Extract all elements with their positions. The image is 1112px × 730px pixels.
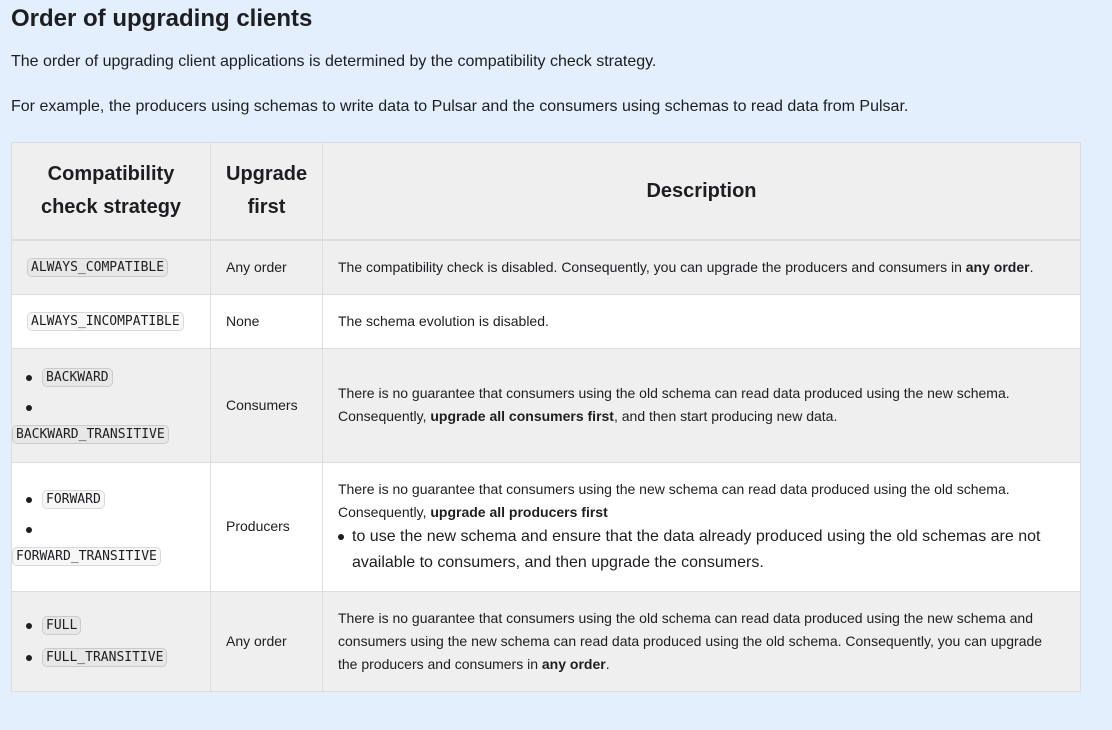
description-cell [323, 240, 1081, 294]
strategy-cell [12, 294, 211, 348]
table-row [12, 240, 1081, 294]
strategy-code: BACKWARD_TRANSITIVE [12, 425, 169, 444]
strategy-code: FULL_TRANSITIVE [42, 648, 167, 667]
description-text: The compatibility check is disabled. Consequently, you can upgrade the producers and consumers in [338, 258, 966, 275]
description-cell [323, 591, 1081, 691]
strategy-cell [12, 240, 211, 294]
description-cell [323, 348, 1081, 462]
description-bold: any order [965, 258, 1030, 275]
table-row [12, 294, 1081, 348]
header-upgrade-first: Upgrade first [211, 143, 323, 241]
strategy-code: FULL [42, 616, 81, 635]
list-item [26, 483, 195, 515]
strategy-list [26, 483, 195, 541]
description-text: There is no guarantee that consumers using the old schema can read data produced using the new schema and consumers using the new schema can read data produced using the old schema. Consequently, you can upgrade the producers and consumers in [338, 609, 1043, 672]
list-item [26, 609, 195, 641]
description-bold: any order [541, 655, 606, 672]
table-row [12, 591, 1081, 691]
example-paragraph: For example, the producers using schemas to write data to Pulsar and the consumers using schemas to read data from Pulsar. [11, 98, 909, 115]
table-row [12, 348, 1081, 462]
list-item [26, 393, 195, 419]
description-end: . [605, 655, 610, 672]
strategy-code: ALWAYS_INCOMPATIBLE [27, 312, 184, 331]
list-item [26, 515, 195, 541]
header-strategy: Compatibility check strategy [12, 143, 211, 241]
description-end: , and then start producing new data. [613, 408, 838, 424]
strategy-cell [12, 348, 211, 462]
page-heading: Order of upgrading clients [11, 5, 313, 32]
intro-paragraph: The order of upgrading client applications is determined by the compatibility check strategy. [11, 53, 657, 70]
list-item [26, 361, 195, 393]
strategy-code: FORWARD [42, 490, 105, 509]
strategy-code: FORWARD_TRANSITIVE [12, 547, 161, 566]
upgrade-first-cell: Producers [211, 462, 323, 591]
description-text: There is no guarantee that consumers using the new schema can read data produced using the old schema. Consequently, [338, 480, 1010, 520]
table-header-row [12, 143, 1081, 241]
description-text: There is no guarantee that consumers using the old schema can read data produced using the new schema. Consequently, [338, 385, 1010, 424]
header-description: Description [323, 143, 1081, 241]
table-row [12, 462, 1081, 591]
upgrade-first-cell: Consumers [211, 348, 323, 462]
description-bold: upgrade all consumers first [430, 408, 614, 424]
strategy-list [26, 609, 195, 673]
strategy-cell [12, 591, 211, 691]
description-bullet: to use the new schema and ensure that the data already produced using the old schemas are not available to consumers, and then upgrade the consumers. [338, 524, 1065, 576]
strategy-list [26, 361, 195, 419]
description-cell: The schema evolution is disabled. [323, 294, 1081, 348]
strategy-code: BACKWARD [42, 368, 113, 387]
upgrade-first-cell: Any order [211, 591, 323, 691]
upgrade-first-cell: None [211, 294, 323, 348]
strategy-cell [12, 462, 211, 591]
upgrade-order-table [11, 142, 1081, 692]
upgrade-first-cell: Any order [211, 240, 323, 294]
list-item [26, 641, 195, 673]
strategy-code: ALWAYS_COMPATIBLE [27, 258, 168, 277]
description-end: . [1029, 258, 1034, 275]
description-bold: upgrade all producers first [430, 503, 608, 520]
description-cell [323, 462, 1081, 591]
